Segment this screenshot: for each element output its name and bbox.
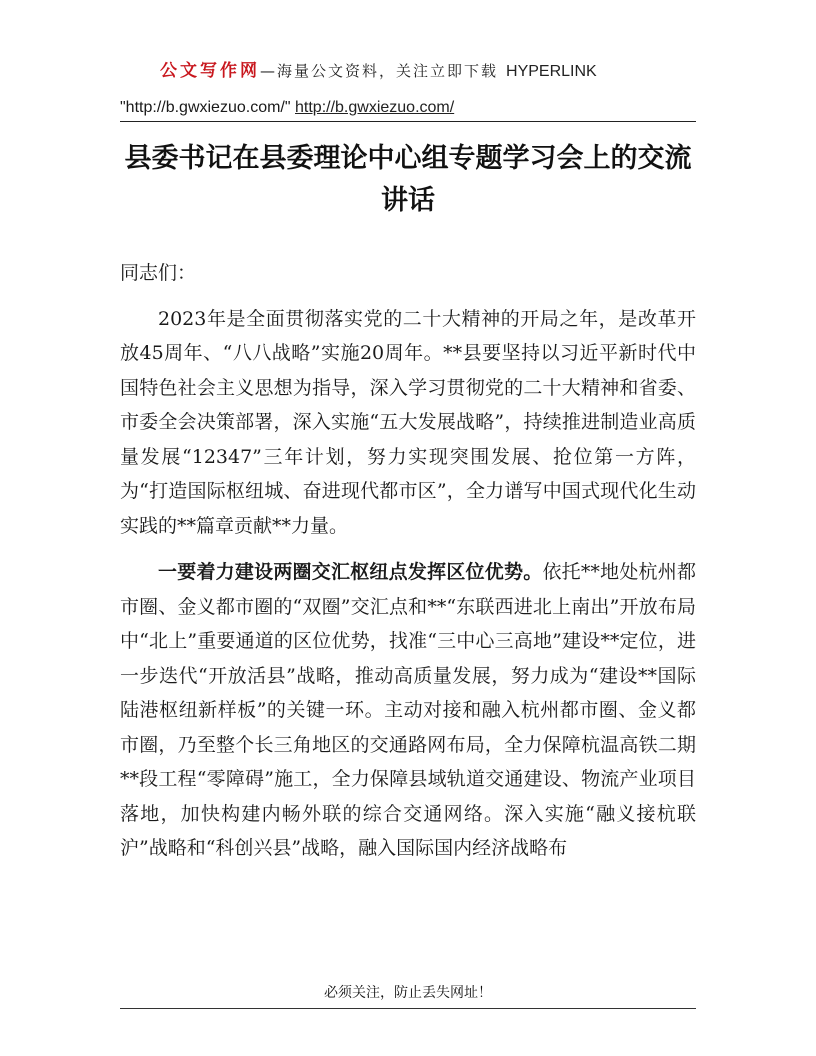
site-header <box>160 58 700 84</box>
paragraph-intro: 2023年是全面贯彻落实党的二十大精神的开局之年，是改革开放45周年、“八八战略”实施20周年。**县要坚持以习近平新时代中国特色社会主义思想为指导，深入学习贯彻党的二十大精神和省委、市委全会决策部署，深入实施“五大发展战略”，持续推进制造业高质量发展“12347”三年计划，努力实现突围发展、抢位第一方阵，为“打造国际枢纽城、奋进现代都市区”，全力谱写中国式现代化生动实践的**篇章贡献**力量。 <box>120 307 696 537</box>
site-link[interactable]: http://b.gwxiezuo.com/ <box>295 99 455 116</box>
document-title: 县委书记在县委理论中心组专题学习会上的交流讲话 <box>124 143 692 217</box>
paragraph-point-one <box>120 555 696 866</box>
footer-divider <box>120 1008 696 1009</box>
url-field-text: "http://b.gwxiezuo.com/" <box>120 99 291 116</box>
document-body <box>120 256 696 866</box>
brand-name[interactable]: 公文写作网 <box>160 61 260 81</box>
header-divider <box>120 121 696 122</box>
header-url-line <box>120 96 454 120</box>
hyperlink-field-code: HYPERLINK <box>506 63 597 80</box>
footer-notice: 必须关注，防止丢失网址！ <box>324 985 492 1001</box>
salutation: 同志们： <box>120 262 197 284</box>
paragraph-lead-heading: 一要着力建设两圈交汇枢纽点发挥区位优势。 <box>158 561 543 583</box>
site-slogan: —海量公文资料，关注立即下载 <box>260 62 499 80</box>
paragraph-body: 依托**地处杭州都市圈、金义都市圈的“双圈”交汇点和**“东联西进北上南出”开放布局中“北上”重要通道的区位优势，找准“三中心三高地”建设**定位，进一步迭代“开放活县”战略，推动高质量发展，努力成为“建设**国际陆港枢纽新样板”的关键一环。主动对接和融入杭州都市圈、金义都市圈，乃至整个长三角地区的交通路网布局，全力保障杭温高铁二期**段工程“零障碍”施工，全力保障县域轨道交通建设、物流产业项目落地，加快构建内畅外联的综合交通网络。深入实施“融义接杭联沪”战略和“科创兴县”战略，融入国际国内经济战略布 <box>120 561 696 859</box>
